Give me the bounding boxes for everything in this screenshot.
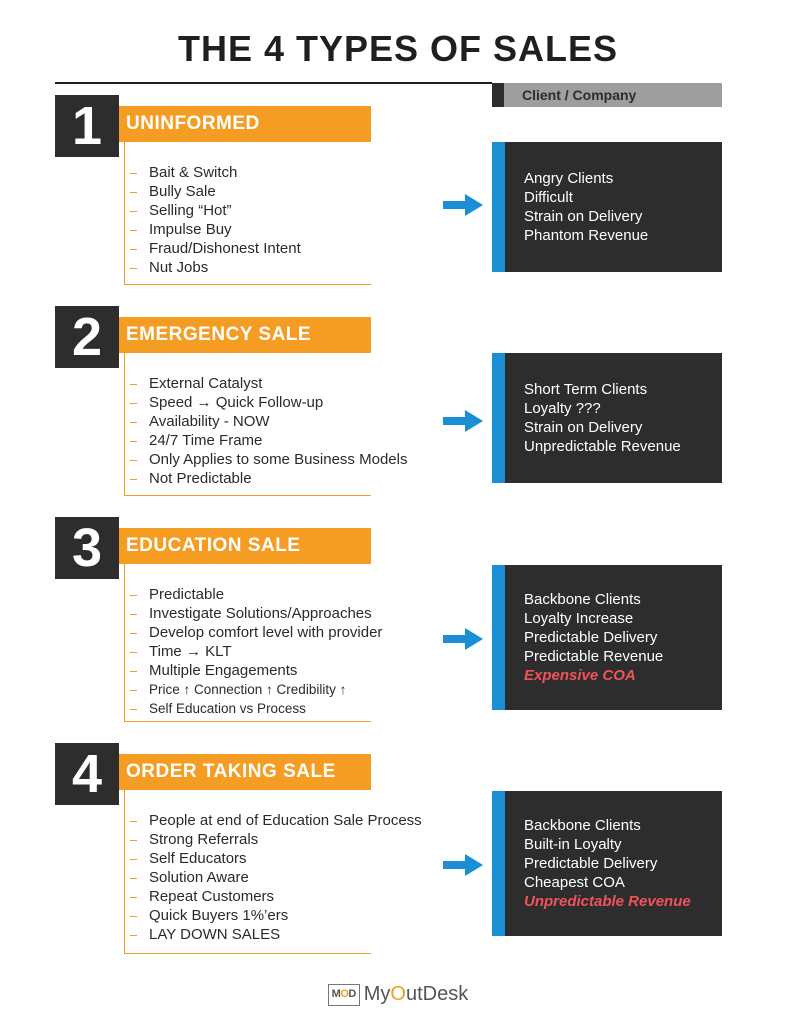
logo-word-part: My	[363, 983, 391, 1005]
list-item: Bully Sale	[130, 182, 301, 201]
list-item: Availability - NOW	[130, 412, 407, 431]
outcome-panel	[492, 142, 722, 272]
outcome-highlight: Expensive COA	[524, 667, 636, 684]
section-number: 2	[55, 306, 119, 368]
bracket-base	[124, 953, 371, 954]
logo-word-part: utDesk	[405, 983, 469, 1005]
list-item: Speed → Quick Follow-up	[130, 393, 407, 412]
outcome-item: Predictable Revenue	[524, 648, 664, 665]
outcome-item: Loyalty Increase	[524, 610, 634, 627]
logo-badge-letter: O	[340, 987, 349, 1000]
client-company-header: Client / Company	[492, 83, 722, 107]
list-item: Fraud/Dishonest Intent	[130, 239, 301, 258]
list-item: Time → KLT	[130, 642, 382, 661]
outcome-panel	[492, 791, 722, 936]
section-heading: EMERGENCY SALE	[119, 317, 371, 353]
title-divider	[55, 82, 492, 84]
sales-traits-list	[130, 811, 422, 944]
outcome-item: Phantom Revenue	[524, 227, 649, 244]
list-item: Selling “Hot”	[130, 201, 301, 220]
section-number: 3	[55, 517, 119, 579]
outcome-highlight: Unpredictable Revenue	[524, 893, 691, 910]
bracket-base	[124, 495, 371, 496]
list-item: Price ↑ Connection ↑ Credibility ↑	[130, 680, 382, 699]
bracket-line	[124, 142, 125, 284]
section-number: 1	[55, 95, 119, 157]
logo-badge	[328, 984, 360, 1006]
list-item: Self Education vs Process	[130, 699, 382, 718]
list-item: Multiple Engagements	[130, 661, 382, 680]
list-item: Quick Buyers 1%’ers	[130, 906, 422, 925]
outcome-item: Predictable Delivery	[524, 855, 658, 872]
right-arrow-icon	[443, 854, 483, 876]
logo-word-part: O	[390, 983, 406, 1005]
list-item: Self Educators	[130, 849, 422, 868]
logo-badge-letter: M	[331, 987, 341, 1000]
list-item: Develop comfort level with provider	[130, 623, 382, 642]
bracket-base	[124, 721, 371, 722]
section-heading: ORDER TAKING SALE	[119, 754, 371, 790]
list-item: LAY DOWN SALES	[130, 925, 422, 944]
sales-traits-list	[130, 585, 382, 718]
list-item: People at end of Education Sale Process	[130, 811, 422, 830]
brand-logo	[0, 983, 796, 1006]
logo-badge-letter: D	[348, 987, 356, 1000]
list-item: Investigate Solutions/Approaches	[130, 604, 382, 623]
outcome-item: Strain on Delivery	[524, 419, 643, 436]
sales-traits-list	[130, 374, 407, 488]
outcome-item: Short Term Clients	[524, 381, 648, 398]
page-title: THE 4 TYPES OF SALES	[177, 28, 619, 69]
outcome-panel	[492, 565, 722, 710]
right-arrow-icon	[443, 628, 483, 650]
list-item: Solution Aware	[130, 868, 422, 887]
right-arrow-icon	[443, 410, 483, 432]
outcome-item: Angry Clients	[524, 170, 614, 187]
right-arrow-icon	[443, 194, 483, 216]
outcome-panel	[492, 353, 722, 483]
list-item: Bait & Switch	[130, 163, 301, 182]
list-item: Predictable	[130, 585, 382, 604]
outcome-item: Cheapest COA	[524, 874, 625, 891]
sales-traits-list	[130, 163, 301, 277]
outcome-item: Backbone Clients	[524, 817, 641, 834]
bracket-line	[124, 790, 125, 953]
outcome-item: Loyalty ???	[524, 400, 601, 417]
outcome-item: Built-in Loyalty	[524, 836, 622, 853]
section-heading: EDUCATION SALE	[119, 528, 371, 564]
section-number: 4	[55, 743, 119, 805]
list-item: External Catalyst	[130, 374, 407, 393]
outcome-item: Backbone Clients	[524, 591, 641, 608]
logo-wordmark	[364, 983, 468, 1005]
outcome-item: Predictable Delivery	[524, 629, 658, 646]
section-heading: UNINFORMED	[119, 106, 371, 142]
bracket-base	[124, 284, 371, 285]
list-item: Repeat Customers	[130, 887, 422, 906]
list-item: Only Applies to some Business Models	[130, 450, 407, 469]
list-item: Nut Jobs	[130, 258, 301, 277]
list-item: Not Predictable	[130, 469, 407, 488]
outcome-item: Strain on Delivery	[524, 208, 643, 225]
outcome-item: Unpredictable Revenue	[524, 438, 681, 455]
list-item: Impulse Buy	[130, 220, 301, 239]
list-item: 24/7 Time Frame	[130, 431, 407, 450]
outcome-item: Difficult	[524, 189, 573, 206]
list-item: Strong Referrals	[130, 830, 422, 849]
bracket-line	[124, 564, 125, 721]
bracket-line	[124, 353, 125, 495]
